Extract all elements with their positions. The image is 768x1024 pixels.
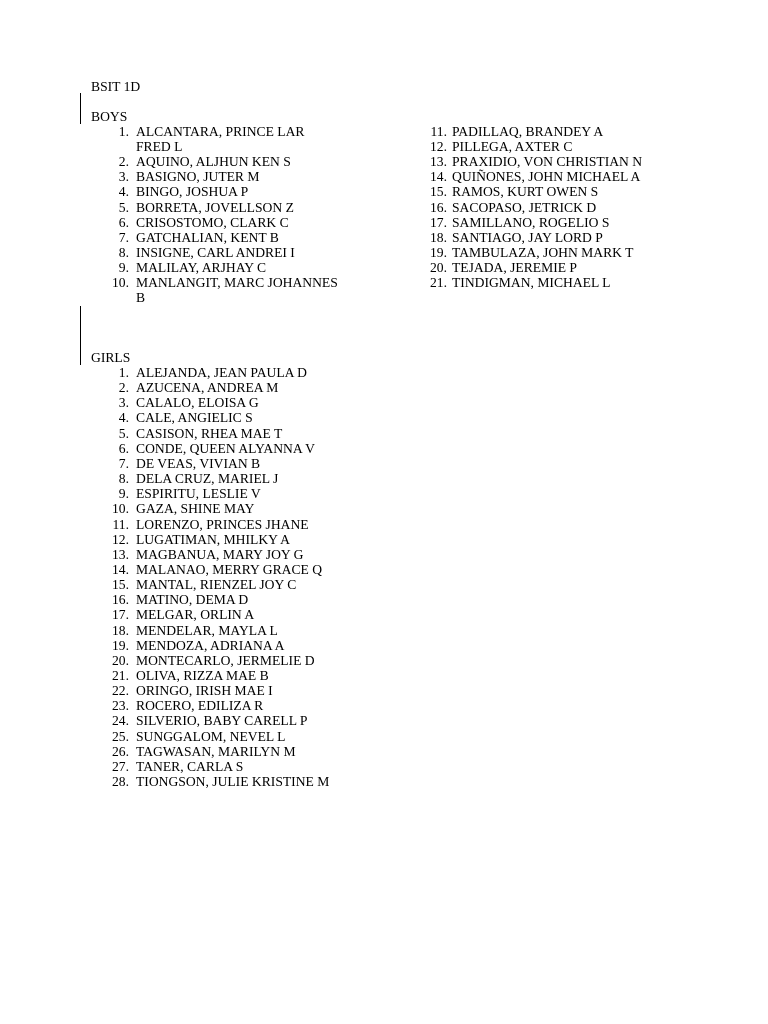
student-name: MONTECARLO, JERMELIE D xyxy=(136,653,315,668)
list-number: 4. xyxy=(118,184,129,199)
list-number: 21. xyxy=(430,275,447,290)
list-number: 25. xyxy=(112,729,129,744)
student-name-continued: B xyxy=(136,290,146,305)
list-number: 8. xyxy=(118,245,129,260)
list-number: 26. xyxy=(112,744,129,759)
student-name: TEJADA, JEREMIE P xyxy=(452,260,577,275)
list-number: 12. xyxy=(430,139,447,154)
student-name: MALANAO, MERRY GRACE Q xyxy=(136,562,323,577)
student-name: DE VEAS, VIVIAN B xyxy=(136,456,261,471)
list-number: 15. xyxy=(112,577,129,592)
list-number: 14. xyxy=(430,169,447,184)
list-number: 7. xyxy=(118,230,129,245)
list-number: 13. xyxy=(430,154,447,169)
list-number: 7. xyxy=(118,456,129,471)
list-number: 15. xyxy=(430,184,447,199)
student-name: AQUINO, ALJHUN KEN S xyxy=(136,154,291,169)
student-name: ESPIRITU, LESLIE V xyxy=(136,486,261,501)
list-number: 22. xyxy=(112,683,129,698)
student-name: CALALO, ELOISA G xyxy=(136,395,259,410)
student-name: GAZA, SHINE MAY xyxy=(136,501,255,516)
list-number: 5. xyxy=(118,200,129,215)
student-name: SACOPASO, JETRICK D xyxy=(452,200,597,215)
student-name: CALE, ANGIELIC S xyxy=(136,410,253,425)
list-number: 12. xyxy=(112,532,129,547)
list-number: 27. xyxy=(112,759,129,774)
student-name: TAMBULAZA, JOHN MARK T xyxy=(452,245,634,260)
boys-heading: BOYS xyxy=(91,109,128,124)
student-name: LORENZO, PRINCES JHANE xyxy=(136,517,309,532)
student-name: SAMILLANO, ROGELIO S xyxy=(452,215,610,230)
list-number: 10. xyxy=(112,501,129,516)
list-number: 2. xyxy=(118,380,129,395)
list-number: 9. xyxy=(118,260,129,275)
student-name: MANLANGIT, MARC JOHANNES xyxy=(136,275,338,290)
list-number: 11. xyxy=(430,124,447,139)
list-number: 20. xyxy=(112,653,129,668)
student-name: LUGATIMAN, MHILKY A xyxy=(136,532,290,547)
student-name: ALCANTARA, PRINCE LAR xyxy=(136,124,305,139)
student-name: ROCERO, EDILIZA R xyxy=(136,698,264,713)
list-number: 23. xyxy=(112,698,129,713)
student-name: CRISOSTOMO, CLARK C xyxy=(136,215,289,230)
student-name: SANTIAGO, JAY LORD P xyxy=(452,230,603,245)
student-name: BASIGNO, JUTER M xyxy=(136,169,260,184)
list-number: 9. xyxy=(118,486,129,501)
list-number: 10. xyxy=(112,275,129,290)
student-name: PRAXIDIO, VON CHRISTIAN N xyxy=(452,154,643,169)
list-number: 8. xyxy=(118,471,129,486)
student-name: RAMOS, KURT OWEN S xyxy=(452,184,599,199)
student-name: MELGAR, ORLIN A xyxy=(136,607,255,622)
list-number: 14. xyxy=(112,562,129,577)
change-bar xyxy=(80,306,81,365)
list-number: 24. xyxy=(112,713,129,728)
list-number: 19. xyxy=(430,245,447,260)
student-name: MENDOZA, ADRIANA A xyxy=(136,638,285,653)
girls-heading: GIRLS xyxy=(91,350,131,365)
student-name: PADILLAQ, BRANDEY A xyxy=(452,124,604,139)
list-number: 6. xyxy=(118,215,129,230)
student-name: ORINGO, IRISH MAE I xyxy=(136,683,273,698)
student-name: OLIVA, RIZZA MAE B xyxy=(136,668,269,683)
list-number: 3. xyxy=(118,169,129,184)
list-number: 1. xyxy=(118,365,129,380)
list-number: 17. xyxy=(112,607,129,622)
student-name: TANER, CARLA S xyxy=(136,759,244,774)
student-name: QUIÑONES, JOHN MICHAEL A xyxy=(452,169,641,184)
student-name: TAGWASAN, MARILYN M xyxy=(136,744,296,759)
list-number: 19. xyxy=(112,638,129,653)
student-name: ALEJANDA, JEAN PAULA D xyxy=(136,365,307,380)
student-name: CONDE, QUEEN ALYANNA V xyxy=(136,441,315,456)
list-number: 16. xyxy=(112,592,129,607)
student-name: PILLEGA, AXTER C xyxy=(452,139,573,154)
list-number: 6. xyxy=(118,441,129,456)
student-name: INSIGNE, CARL ANDREI I xyxy=(136,245,295,260)
student-name: SUNGGALOM, NEVEL L xyxy=(136,729,286,744)
change-bar xyxy=(80,93,81,124)
student-name: MANTAL, RIENZEL JOY C xyxy=(136,577,297,592)
list-number: 11. xyxy=(112,517,129,532)
list-number: 13. xyxy=(112,547,129,562)
student-name: GATCHALIAN, KENT B xyxy=(136,230,279,245)
student-name: BINGO, JOSHUA P xyxy=(136,184,249,199)
list-number: 28. xyxy=(112,774,129,789)
list-number: 4. xyxy=(118,410,129,425)
list-number: 18. xyxy=(430,230,447,245)
student-name: SILVERIO, BABY CARELL P xyxy=(136,713,308,728)
student-name: BORRETA, JOVELLSON Z xyxy=(136,200,294,215)
list-number: 21. xyxy=(112,668,129,683)
student-name: TIONGSON, JULIE KRISTINE M xyxy=(136,774,330,789)
list-number: 20. xyxy=(430,260,447,275)
student-name: MALILAY, ARJHAY C xyxy=(136,260,267,275)
list-number: 1. xyxy=(118,124,129,139)
student-name: DELA CRUZ, MARIEL J xyxy=(136,471,279,486)
list-number: 2. xyxy=(118,154,129,169)
student-name: MATINO, DEMA D xyxy=(136,592,249,607)
list-number: 18. xyxy=(112,623,129,638)
student-name: MAGBANUA, MARY JOY G xyxy=(136,547,304,562)
student-name: MENDELAR, MAYLA L xyxy=(136,623,278,638)
list-number: 17. xyxy=(430,215,447,230)
student-name: TINDIGMAN, MICHAEL L xyxy=(452,275,611,290)
class-title: BSIT 1D xyxy=(91,79,141,94)
list-number: 3. xyxy=(118,395,129,410)
list-number: 16. xyxy=(430,200,447,215)
student-name: AZUCENA, ANDREA M xyxy=(136,380,279,395)
student-name-continued: FRED L xyxy=(136,139,183,154)
student-name: CASISON, RHEA MAE T xyxy=(136,426,283,441)
list-number: 5. xyxy=(118,426,129,441)
